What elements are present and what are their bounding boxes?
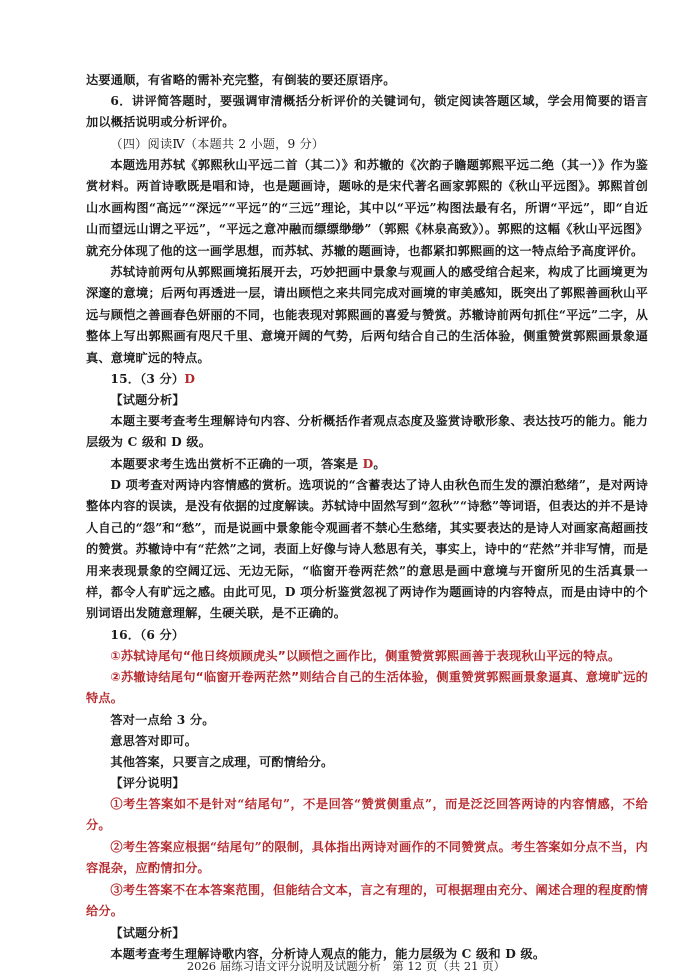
paragraph-poem-analysis: 苏轼诗前两句从郭熙画境拓展开去，巧妙把画中景象与观画人的感受绾合起来，构成了比画境更为深邃的意境；后两句再透进一层，请出顾恺之来共同完成对画境的审美感知，既突出了郭熙善画秋山平远与顾恺之善画春色妍丽的不同，也能表现对郭熙画的喜爱与赞赏。苏辙诗前两句抓住“平远”二字，从整体上写出郭熙画有咫尺千里、意境开阔的气势，后两句结合自己的生活体验，侧重赞赏郭熙画景象逼真、意境旷远的特点。 [86,265,648,365]
paragraph-point-6: 6．讲评简答题时，要强调审清概括分析评价的关键词句，锁定阅读答题区域，学会用简要的语言加以概括说明或分析评价。 [86,94,648,130]
paragraph-final-ability: 本题考查考生理解诗歌内容，分析诗人观点的能力，能力层级为 C 级和 D 级。 [110,947,546,961]
analysis-heading-2: 【试题分析】 [110,926,185,940]
rule-3: ③考生答案不在本答案范围，但能结合文本，言之有理的，可根据理由充分、阐述合理的程度酌情给分。 [86,883,648,919]
answer-point-1: ①苏轼诗尾句“他日终烦顾虎头”以顾恺之画作比，侧重赞赏郭熙画善于表现秋山平远的特点。 [110,649,621,663]
paragraph-answer-statement [86,454,648,475]
paragraph-intro: 本题选用苏轼《郭熙秋山平远二首（其二）》和苏辙的《次韵子瞻题郭熙平远二绝（其一）》作为鉴赏材料。两首诗歌既是唱和诗，也是题画诗，题咏的是宋代著名画家郭熙的《秋山平远图》。郭熙首创山水画构图“高远”“深远”“平远”的“三远”理论，其中以“平远”构图法最有名，所谓“平远”，即“自近山而望远山谓之平远”，“平远之意冲融而缥缥缈缈”（郭熙《林泉高致》）。郭熙的这幅《秋山平远图》就充分体现了他的这一画学思想，而苏轼、苏辙的题画诗，也都紧扣郭熙画的这一特点给予高度评价。 [86,158,648,258]
paragraph-continuation: 达要通顺，有省略的需补充完整，有倒装的要还原语序。 [86,73,396,87]
paragraph-ability: 本题主要考查考生理解诗句内容、分析概括作者观点态度及鉴赏诗歌形象、表达技巧的能力。能力层级为 C 级和 D 级。 [86,414,648,450]
question-16-heading: 16．（6 分） [110,628,185,642]
scoring-note-2: 意思答对即可。 [110,734,198,748]
answer-statement-end: 。 [373,457,386,471]
scoring-heading: 【评分说明】 [110,776,185,790]
answer-statement-answer: D [362,457,374,471]
question-15-label: 15．（3 分） [110,372,185,386]
question-15-answer: D [184,372,196,386]
question-15-heading [86,369,648,390]
rule-1: ①考生答案如不是针对“结尾句”，不是回答“赞赏侧重点”，而是泛泛回答两诗的内容情感，不给分。 [86,797,648,833]
analysis-heading: 【试题分析】 [110,393,185,407]
rule-2: ②考生答案应根据“结尾句”的限制，具体指出两诗对画作的不同赞赏点。考生答案如分点不当，内容混杂，应酌情扣分。 [86,840,648,876]
section-heading-reading-4: （四）阅读Ⅳ（本题共 2 小题，9 分） [110,137,325,151]
scoring-note-3: 其他答案，只要言之成理，可酌情给分。 [110,755,334,769]
answer-statement-text: 本题要求考生选出赏析不正确的一项，答案是 [110,457,363,471]
answer-point-2: ②苏辙诗结尾句“临窗开卷两茫然”则结合自己的生活体验，侧重赞赏郭熙画景象逼真、意境旷远的特点。 [86,670,648,706]
scoring-note-1: 答对一点给 3 分。 [110,713,215,727]
page-footer: 2026 届练习语文评分说明及试题分析 第 12 页（共 21 页） [186,959,506,973]
paragraph-option-d: D 项考查对两诗内容情感的赏析。选项说的“含蓄表达了诗人由秋色而生发的漂泊愁绪”，是对两诗整体内容的误读，是没有依据的过度解读。苏轼诗中固然写到“忽秋”“诗愁”等词语，但表达的并不是诗人自己的“怨”和“愁”，而是说画中景象能令观画者不禁心生愁绪，其实要表达的是诗人对画家高超画技的赞赏。苏辙诗中有“茫然”之词，表面上好像与诗人愁思有关，事实上，诗中的“茫然”并非写情，而是用来表现景象的空阔辽远、无边无际，“临窗开卷两茫然”的意思是画中意境与开窗所见的生活真景一样，都令人有旷远之感。由此可见，D 项分析鉴赏忽视了两诗作为题画诗的内容特点，而是由诗中的个别词语出发随意理解，生硬关联，是不正确的。 [86,478,648,621]
